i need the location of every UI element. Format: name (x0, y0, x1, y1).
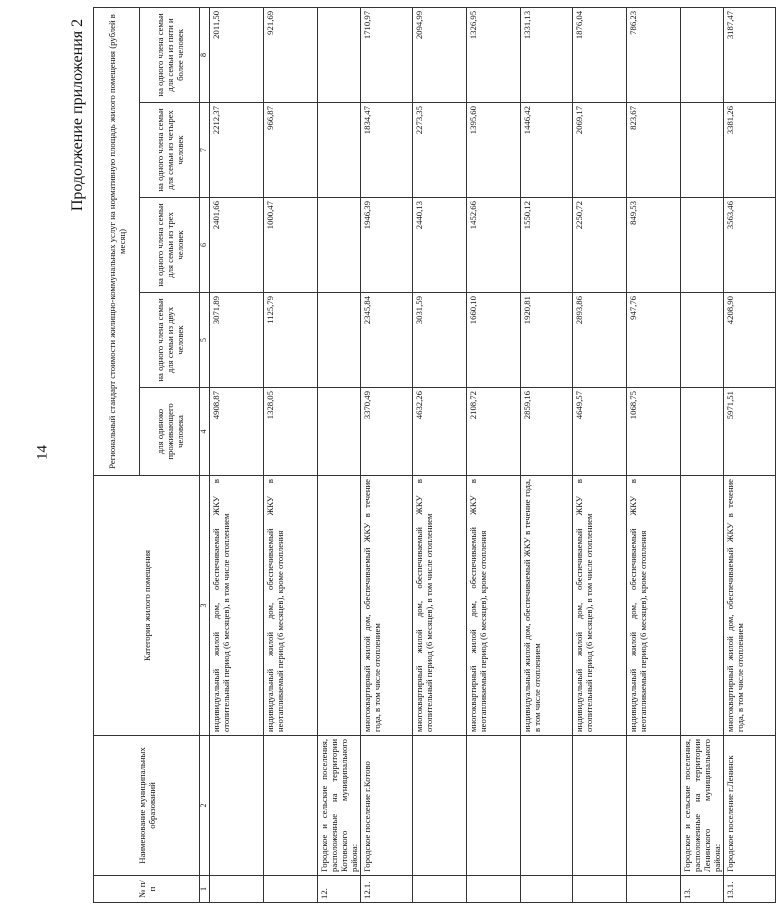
table-row (466, 7, 520, 902)
value-family-5plus: 1876,04 (572, 7, 626, 102)
housing-standard-table (93, 7, 776, 903)
value-family-2: 947,76 (626, 293, 680, 388)
row-municipality: Городское и сельские поселения, расположенные на территории Котовского муниципального района: (317, 736, 360, 876)
row-no (466, 876, 520, 903)
value-family-5plus: 1331,13 (520, 7, 572, 102)
row-category (680, 476, 723, 736)
row-no (209, 876, 263, 903)
table-row (360, 7, 412, 902)
value-family-2: 1920,81 (520, 293, 572, 388)
header-no: № п/п (94, 876, 200, 903)
row-category (317, 476, 360, 736)
row-municipality (263, 736, 317, 876)
value-family-2: 1660,10 (466, 293, 520, 388)
value-family-5plus: 2011,50 (209, 7, 263, 102)
row-no (263, 876, 317, 903)
row-no: 13. (680, 876, 723, 903)
page-number: 14 (34, 445, 51, 460)
row-municipality: Городское поселение г.Котово (360, 736, 412, 876)
value-single: 2108,72 (466, 388, 520, 476)
value-single: 4908,87 (209, 388, 263, 476)
row-municipality: Городское и сельские поселения, расположенные на территории Ленинского муниципального района: (680, 736, 723, 876)
value-family-4: 823,67 (626, 103, 680, 198)
value-family-5plus: 3187,47 (723, 7, 775, 102)
column-index: 1 (200, 876, 210, 903)
value-family-4: 2212,37 (209, 103, 263, 198)
value-family-3: 1452,66 (466, 198, 520, 293)
value-family-2: 3071,89 (209, 293, 263, 388)
value-family-5plus: 921,69 (263, 7, 317, 102)
row-no (626, 876, 680, 903)
subheader-cell: для одиноко проживающего человека (140, 388, 200, 476)
value-family-4: 2273,35 (412, 103, 466, 198)
column-index-row (200, 7, 210, 902)
value-family-3: 1946,39 (360, 198, 412, 293)
value-family-2: 2345,84 (360, 293, 412, 388)
row-no: 12.1. (360, 876, 412, 903)
row-category: индивидуальный жилой дом, обеспечиваемый ЖКУ в неотапливаемый период (6 месяцев), кроме отопления (263, 476, 317, 736)
row-municipality (572, 736, 626, 876)
value-family-4: 1395,60 (466, 103, 520, 198)
value-family-3: 1550,12 (520, 198, 572, 293)
value-family-4: 3381,26 (723, 103, 775, 198)
value-family-4: 2069,17 (572, 103, 626, 198)
column-index: 8 (200, 7, 210, 102)
value-single: 2859,16 (520, 388, 572, 476)
value-single: 4649,57 (572, 388, 626, 476)
table-row (572, 7, 626, 902)
row-municipality (466, 736, 520, 876)
row-category: многоквартирный жилой дом, обеспечиваемый ЖКУ в течение года, в том числе отоплением (360, 476, 412, 736)
value-single: 3370,49 (360, 388, 412, 476)
column-index: 7 (200, 103, 210, 198)
header-standard: Региональный стандарт стоимости жилищно-коммунальных услуг на нормативную площадь жилого помещения (рублей в месяц) (94, 7, 140, 475)
row-no (412, 876, 466, 903)
row-category: индивидуальный жилой дом, обеспечиваемый ЖКУ в отопительный период (6 месяцев), в том числе отоплением (572, 476, 626, 736)
rotated-table-area (93, 8, 745, 903)
column-index: 5 (200, 293, 210, 388)
value-family-4: 1834,47 (360, 103, 412, 198)
value-family-4: 1446,42 (520, 103, 572, 198)
row-category: индивидуальный жилой дом, обеспечиваемый ЖКУ в течение года, в том числе отоплением (520, 476, 572, 736)
table-row (520, 7, 572, 902)
row-category: индивидуальный жилой дом, обеспечиваемый ЖКУ в неотапливаемый период (6 месяцев), кроме отопления (626, 476, 680, 736)
row-municipality: Городское поселение г.Ленинск (723, 736, 775, 876)
header-category: Категория жилого помещения (94, 476, 200, 736)
value-family-3: 1000,47 (263, 198, 317, 293)
table-row (263, 7, 317, 902)
row-municipality (520, 736, 572, 876)
column-index: 6 (200, 198, 210, 293)
value-single (680, 388, 723, 476)
table-row (412, 7, 466, 902)
table-row (317, 7, 360, 902)
value-family-5plus (317, 7, 360, 102)
value-family-3: 849,53 (626, 198, 680, 293)
row-category: многоквартирный жилой дом, обеспечиваемый ЖКУ в течение года, в том числе отоплением (723, 476, 775, 736)
value-family-2 (317, 293, 360, 388)
row-no: 12. (317, 876, 360, 903)
value-single: 1068,75 (626, 388, 680, 476)
value-family-4 (317, 103, 360, 198)
value-family-5plus: 1710,97 (360, 7, 412, 102)
value-family-2: 2893,86 (572, 293, 626, 388)
value-family-4: 966,87 (263, 103, 317, 198)
column-index: 2 (200, 736, 210, 876)
value-family-5plus: 1326,95 (466, 7, 520, 102)
table-row (209, 7, 263, 902)
value-family-4 (680, 103, 723, 198)
value-single (317, 388, 360, 476)
row-no (572, 876, 626, 903)
value-family-3: 2401,66 (209, 198, 263, 293)
row-category: многоквартирный жилой дом, обеспечиваемый ЖКУ в отопительный период (6 месяцев), в том числе отоплением (412, 476, 466, 736)
row-no (520, 876, 572, 903)
value-family-2 (680, 293, 723, 388)
column-index: 4 (200, 388, 210, 476)
table-row (723, 7, 775, 902)
row-municipality (626, 736, 680, 876)
column-index: 3 (200, 476, 210, 736)
value-family-3: 2250,72 (572, 198, 626, 293)
row-municipality (209, 736, 263, 876)
header-municipality: Наименование муниципальных образований (94, 736, 200, 876)
row-municipality (412, 736, 466, 876)
value-single: 4632,26 (412, 388, 466, 476)
table-row (680, 7, 723, 902)
value-family-3 (680, 198, 723, 293)
table-row (626, 7, 680, 902)
value-single: 5971,51 (723, 388, 775, 476)
subheader-cell: на одного члена семьи для семьи из четырех человек (140, 103, 200, 198)
value-family-2: 4208,90 (723, 293, 775, 388)
subheader-cell: на одного члена семьи для семьи из трех человек (140, 198, 200, 293)
subheader-cell: на одного члена семьи для семьи из пяти и более человек (140, 7, 200, 102)
value-family-5plus: 2094,99 (412, 7, 466, 102)
row-category: индивидуальный жилой дом, обеспечиваемый ЖКУ в отопительный период (6 месяцев), в том числе отоплением (209, 476, 263, 736)
value-family-2: 1125,79 (263, 293, 317, 388)
row-no: 13.1. (723, 876, 775, 903)
subheader-cell: на одного члена семьи для семьи из двух человек (140, 293, 200, 388)
table-header-row (94, 7, 140, 902)
value-family-5plus: 786,23 (626, 7, 680, 102)
value-family-3: 2440,13 (412, 198, 466, 293)
value-single: 1328,05 (263, 388, 317, 476)
value-family-3 (317, 198, 360, 293)
value-family-2: 3031,59 (412, 293, 466, 388)
appendix-caption: Продолжение приложения 2 (69, 18, 86, 212)
row-category: многоквартирный жилой дом, обеспечиваемый ЖКУ в неотапливаемый период (6 месяцев), кроме отопления (466, 476, 520, 736)
value-family-5plus (680, 7, 723, 102)
value-family-3: 3563,46 (723, 198, 775, 293)
